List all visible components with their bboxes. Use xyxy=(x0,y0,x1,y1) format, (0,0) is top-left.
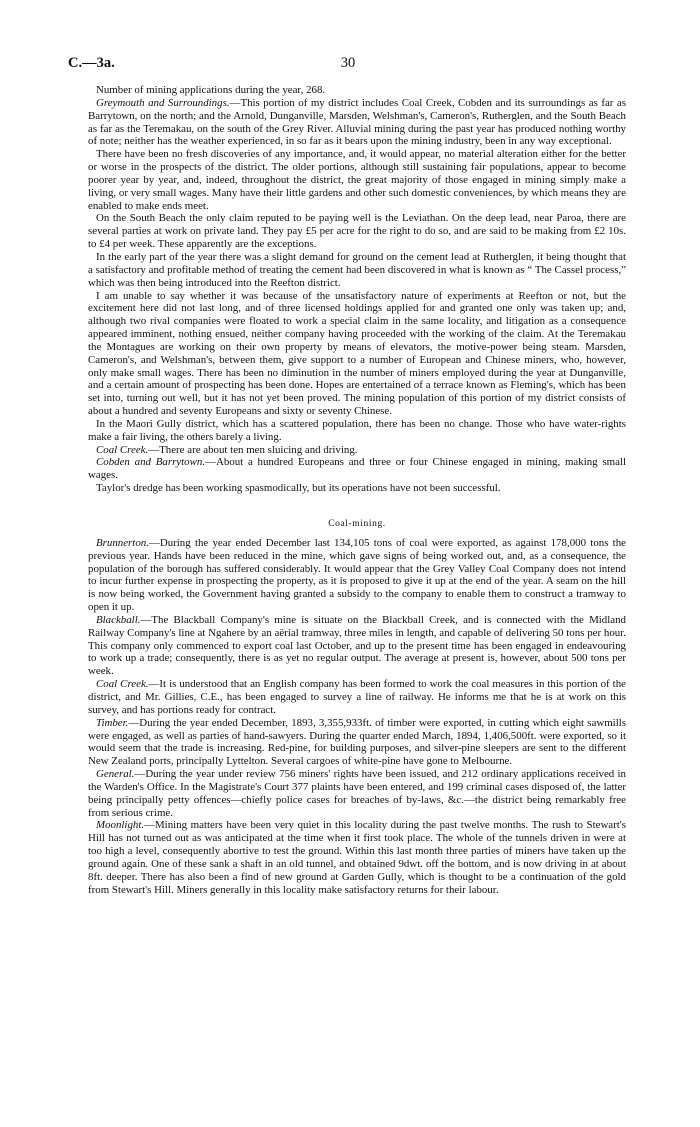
paragraph xyxy=(88,482,626,495)
paragraph xyxy=(88,678,626,717)
paragraph-subheading: Timber. xyxy=(96,716,129,729)
paragraph-text: In the early part of the year there was a slight demand for ground on the cement lead at Rutherglen, it being thought that a satisfactory and profitable method of treating the cement had been discovered in what is known as “ The Cassel process,” which was then being introduced into the Reefton district. xyxy=(88,250,626,289)
paragraph-subheading: Blackball. xyxy=(96,613,141,626)
paragraph-subheading: Coal Creek. xyxy=(96,443,149,456)
paragraph-text: I am unable to say whether it was because of the unsatisfactory nature of experiments at Reefton or not, but the excitement here did not last long, and of three licensed holdings applied for and granted one only was taken up; and, although two rival companies were floated to work a special claim in the same locality, and litigation as a consequence appeared imminent, nothing ensued, neither company having proceeded with the working of the claim. At the Teremakau the Montagues are working on their own property by means of elevators, the motive-power being steam. Marsden, Cameron's, and Welshman's, between them, give support to a number of European and Chinese miners, who, however, only make small wages. There has been no diminution in the number of miners employed during the year at Dunganville, and a certain amount of prospecting has been done. Hopes are entertained of a terrace known as Fleming's, which has been set into, turning out well, but it has not yet been proved. The mining population of this portion of my district consists of about a hundred and seventy Europeans and sixty or seventy Chinese. xyxy=(88,289,626,418)
paragraph xyxy=(88,418,626,444)
paragraph-text: —During the year under review 756 miners' rights have been issued, and 212 ordinary applications received in the Warden's Office. In the Magistrate's Court 377 plaints have been entered, and 199 criminal cases disposed of, the latter being principally petty offences—chiefly police cases for breaches of by-laws, &c.—the district being remarkably free from serious crime. xyxy=(88,768,626,819)
paragraph xyxy=(88,819,626,896)
paragraph-subheading: Moonlight. xyxy=(96,819,145,832)
coal-mining-section xyxy=(88,537,626,897)
paragraph xyxy=(88,148,626,212)
paragraph-text: —It is understood that an English company has been formed to work the coal measures in this portion of the district, and Mr. Gillies, C.E., has been engaged to survey a line of railway. He informs me that he is at work on this survey, and has portions ready for contract. xyxy=(88,678,626,716)
page-header xyxy=(68,55,628,71)
document-reference: C.—3a. xyxy=(68,55,115,71)
paragraph xyxy=(88,614,626,678)
paragraph xyxy=(88,97,626,148)
document-body xyxy=(88,84,626,896)
paragraph-text: Taylor's dredge has been working spasmodically, but its operations have not been successful. xyxy=(96,482,501,495)
paragraph-text: —During the year ended December last 134,105 tons of coal were exported, as against 178,000 tons the previous year. Hands have been reduced in the mine, which gave signs of being worked out, and, as a consequence, the population of the borough has suffered considerably. It would appear that the Grey Valley Coal Company does not intend to incur further expense in prospecting the property, as it is proposed to give it up at the end of the year. A seam on the hill is now being worked, the Government having granted a subsidy to the company to enable them to construct a tramway to open it up. xyxy=(88,536,626,614)
paragraph-text: On the South Beach the only claim reputed to be paying well is the Leviathan. On the deep lead, near Paroa, there are several parties at work on private land. They pay £5 per acre for the right to do so, and are said to be making from £2 10s. to £4 per week. These apparently are the exceptions. xyxy=(88,212,626,251)
paragraph-text: —During the year ended December, 1893, 3,355,933ft. of timber were exported, in cutting which eight sawmills were engaged, as well as parties of hand-sawyers. During the quarter ended March, 1894, 1,406,500ft. were exported, so it would seem that the trade is increasing. Red-pine, for building purposes, and silver-pine sleepers are sent to the different New Zealand ports, principally Lyttelton. Several cargoes of white-pine have gone to Melbourne. xyxy=(88,716,626,768)
paragraph xyxy=(88,290,626,418)
paragraph xyxy=(88,768,626,819)
paragraph-text: Number of mining applications during the year, 268. xyxy=(96,84,326,96)
paragraph-subheading: Cobden and Barrytown. xyxy=(96,456,206,469)
paragraph-text: —Mining matters have been very quiet in this locality during the past twelve months. The rush to Stewart's Hill has not turned out as was anticipated at the time when it first took place. The whole of the tunnels driven in were at too high a level, consequently abortive to test the ground. Within this last month three parties of miners have taken up the ground again. One of these sank a shaft in an old tunnel, and obtained 9dwt. off the bottom, and is now driving in at about 8ft. deeper. There has also been a find of new ground at Garden Gully, which is thought to be a continuation of the gold from Stewart's Hill. Miners generally in this locality make satisfactory returns for their labour. xyxy=(88,819,626,896)
paragraph xyxy=(88,456,626,482)
paragraph-text: —There are about ten men sluicing and driving. xyxy=(148,443,358,456)
paragraph xyxy=(88,717,626,768)
paragraph-text: In the Maori Gully district, which has a scattered population, there has been no change. Those who have water-rights make a fair living, the others barely a living. xyxy=(88,417,626,443)
paragraph-subheading: General. xyxy=(96,768,135,781)
mining-section xyxy=(88,84,626,495)
paragraph xyxy=(88,444,626,457)
paragraph-subheading: Greymouth and Surroundings. xyxy=(96,96,230,109)
paragraph xyxy=(88,84,626,97)
paragraph-text: —This portion of my district includes Coal Creek, Cobden and its surroundings as far as Barrytown, on the north; and the Arnold, Dunganville, Marsden, Welshman's, Cameron's, Rutherglen, and the South Beach as far as the Teremakau, on the south of the Grey River. Alluvial mining during the past year has produced nothing worthy of note; neither has the weather experienced, in so far as it bears upon the mining industry, been in any way exceptional. xyxy=(88,96,626,148)
paragraph-subheading: Coal Creek. xyxy=(96,678,149,691)
paragraph xyxy=(88,251,626,290)
paragraph-subheading: Brunnerton. xyxy=(96,536,149,549)
section-spacer xyxy=(88,495,626,518)
page-number: 30 xyxy=(340,55,356,71)
paragraph-text: —The Blackball Company's mine is situate on the Blackball Creek, and is connected with the Midland Railway Company's line at Ngahere by an aërial tramway, three miles in length, and capable of delivering 50 tons per hour. This company only commenced to export coal last October, and up to the present time has been engaged in endeavouring to work up a trade; consequently, there is as yet no regular output. The average at present is, however, about 500 tons per week. xyxy=(88,613,626,678)
paragraph xyxy=(88,537,626,614)
paragraph-text: There have been no fresh discoveries of any importance, and, it would appear, no material alteration either for the better or worse in the prospects of the district. The older portions, although still sustaining fair populations, appear to become poorer year by year, and, indeed, throughout the district, the great majority of those engaged in mining simply make a living, or very small wages. Many have their little gardens and other such domestic conveniences, by which means they are enabled to make ends meet. xyxy=(88,148,626,212)
paragraph xyxy=(88,212,626,251)
section-heading: Coal-mining. xyxy=(328,519,386,529)
paragraph-text: —About a hundred Europeans and three or four Chinese engaged in mining, making small wages. xyxy=(88,456,626,482)
